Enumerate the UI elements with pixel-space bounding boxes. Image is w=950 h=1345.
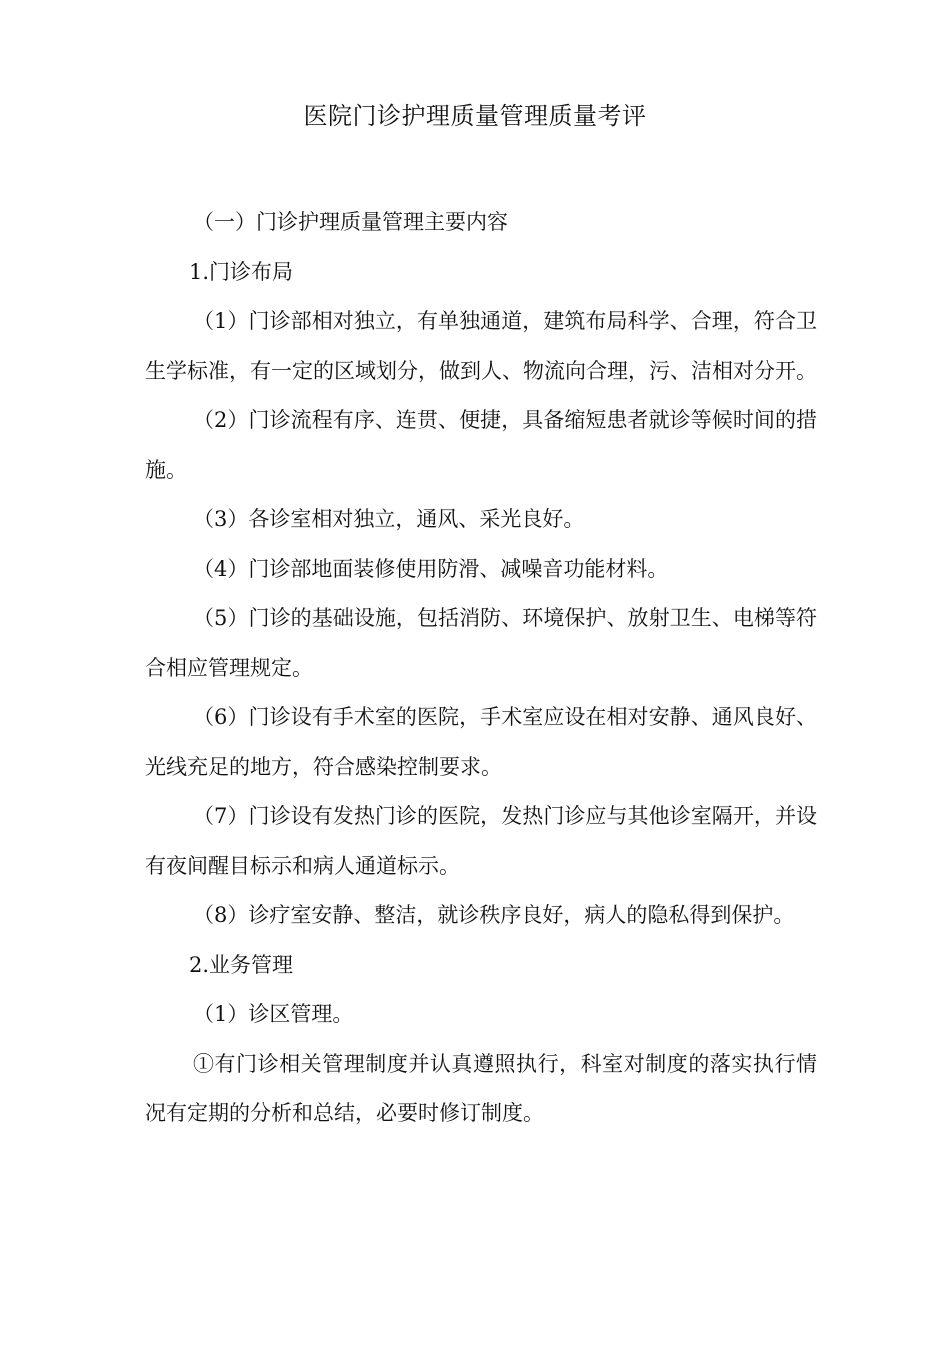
paragraph: （3）各诊室相对独立，通风、采光良好。: [193, 507, 585, 531]
subsection-heading: 2.业务管理: [189, 952, 294, 977]
paragraph: （4）门诊部地面装修使用防滑、减噪音功能材料。: [193, 556, 669, 581]
subsection-heading: 1.门诊布局: [189, 259, 294, 284]
paragraph: （1）诊区管理。: [193, 1002, 354, 1026]
paragraph: （2）门诊流程有序、连贯、便捷，具备缩短患者就诊等候时间的措施。: [145, 408, 817, 482]
paragraph: （7）门诊设有发热门诊的医院，发热门诊应与其他诊室隔开，并设有夜间醒目标示和病人通道标示。: [145, 804, 817, 878]
paragraph: （6）门诊设有手术室的医院，手术室应设在相对安静、通风良好、光线充足的地方，符合感染控制要求。: [145, 705, 817, 779]
document-body: [145, 198, 817, 1139]
paragraph: （8）诊疗室安静、整洁，就诊秩序良好，病人的隐私得到保护。: [193, 903, 795, 927]
paragraph: （1）门诊部相对独立，有单独通道，建筑布局科学、合理，符合卫生学标准，有一定的区域划分，做到人、物流向合理，污、洁相对分开。: [145, 309, 817, 383]
document-title: 医院门诊护理质量管理质量考评: [303, 102, 647, 130]
paragraph: ①有门诊相关管理制度并认真遵照执行，科室对制度的落实执行情况有定期的分析和总结，必要时修订制度。: [145, 1051, 817, 1125]
section-heading: （一）门诊护理质量管理主要内容: [193, 210, 508, 234]
paragraph: （5）门诊的基础设施，包括消防、环境保护、放射卫生、电梯等符合相应管理规定。: [145, 606, 817, 680]
